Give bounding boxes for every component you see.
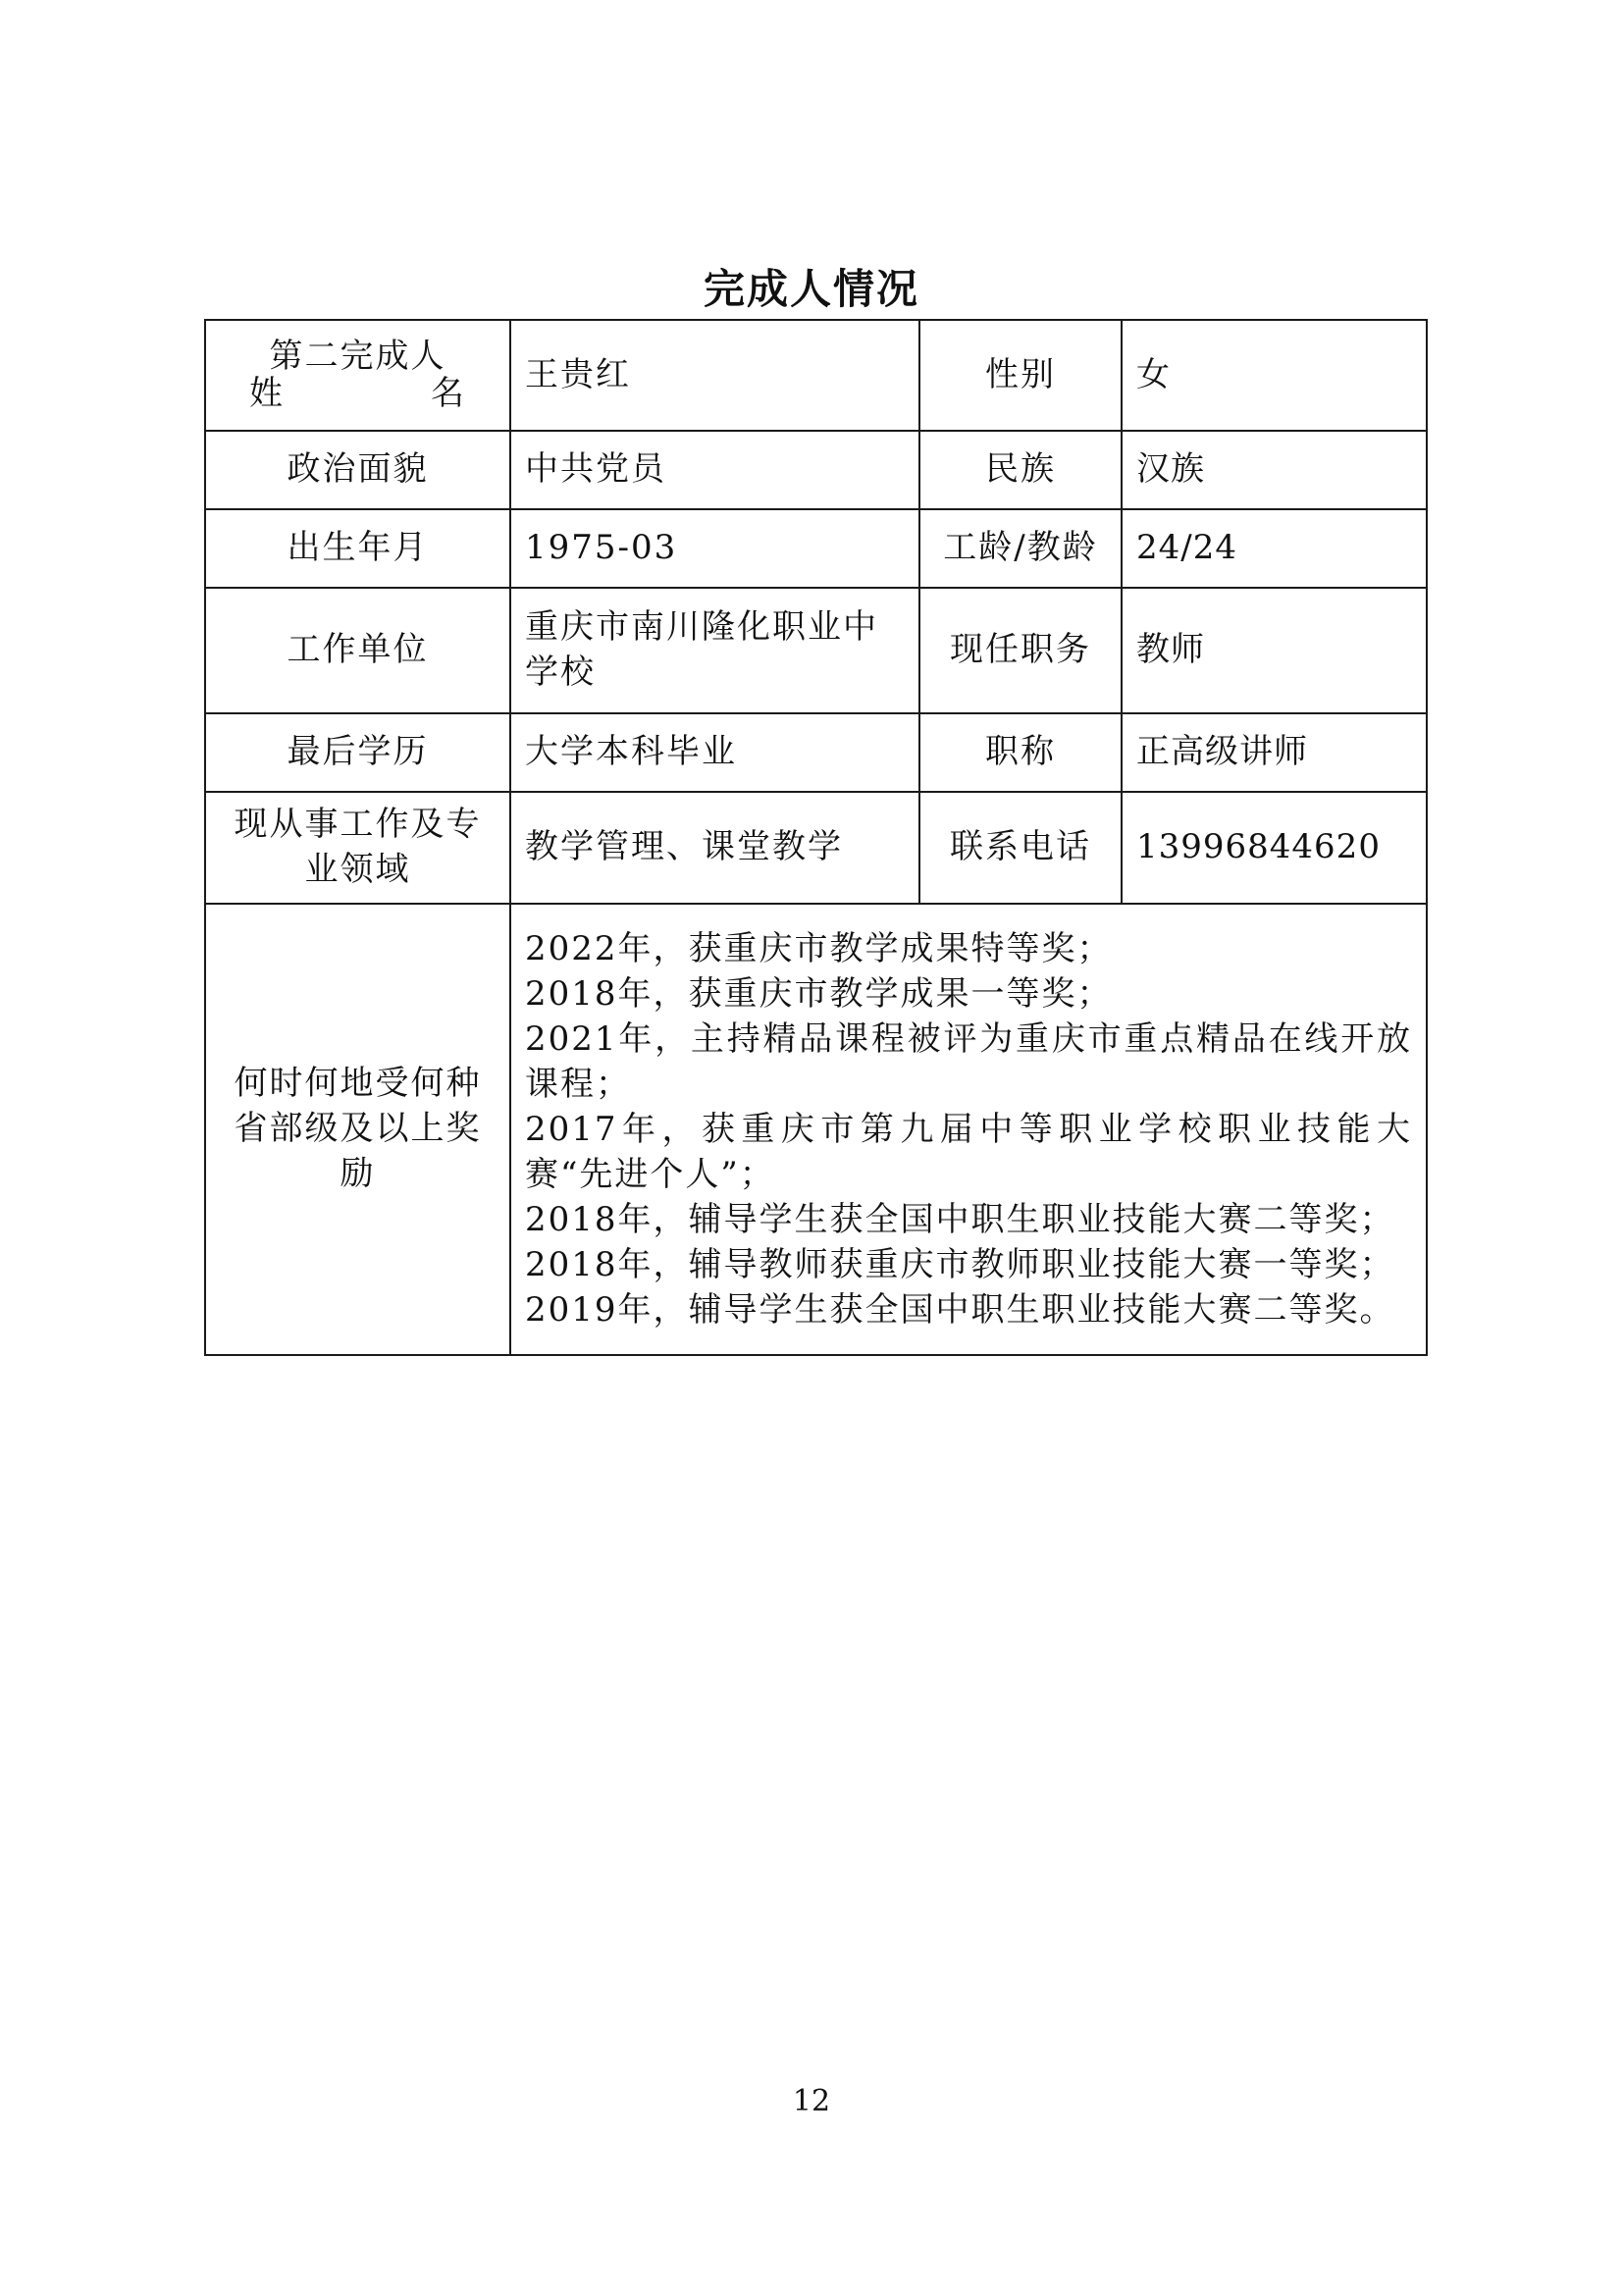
table-row-workplace <box>205 588 1427 713</box>
page-number: 12 <box>792 2084 831 2118</box>
table-row-birth <box>205 509 1427 588</box>
table-row-field <box>205 792 1427 904</box>
ethnicity-label: 民族 <box>919 431 1122 509</box>
list-item: 2022年，获重庆市教学成果特等奖； <box>525 929 1113 968</box>
info-table <box>204 319 1428 1356</box>
list-item: 2021年，主持精品课程被评为重庆市重点精品在线开放课程； <box>525 1019 1412 1104</box>
table-row-name <box>205 320 1427 431</box>
education-label: 最后学历 <box>205 713 510 792</box>
seniority-label: 工龄/教龄 <box>919 509 1122 588</box>
awards-list <box>525 926 1412 1332</box>
seniority-value: 24/24 <box>1122 509 1427 588</box>
awards-label: 何时何地受何种省部级及以上奖励 <box>205 904 510 1355</box>
list-item: 2018年，获重庆市教学成果一等奖； <box>525 974 1113 1014</box>
workplace-label: 工作单位 <box>205 588 510 713</box>
name-value: 王贵红 <box>510 320 919 431</box>
phone-value: 13996844620 <box>1122 792 1427 904</box>
field-value: 教学管理、课堂教学 <box>510 792 919 904</box>
name-label-line2: 姓名 <box>249 373 466 413</box>
title-label: 职称 <box>919 713 1122 792</box>
table-row-political <box>205 431 1427 509</box>
title-value: 正高级讲师 <box>1122 713 1427 792</box>
table-row-awards <box>205 904 1427 1355</box>
workplace-value: 重庆市南川隆化职业中学校 <box>510 588 919 713</box>
political-label: 政治面貌 <box>205 431 510 509</box>
list-item: 2019年，辅导学生获全国中职生职业技能大赛二等奖。 <box>525 1290 1395 1330</box>
name-label-line1: 第二完成人 <box>269 337 446 377</box>
phone-label: 联系电话 <box>919 792 1122 904</box>
political-value: 中共党员 <box>510 431 919 509</box>
table-row-education <box>205 713 1427 792</box>
birth-value: 1975-03 <box>510 509 919 588</box>
list-item: 2017年，获重庆市第九届中等职业学校职业技能大赛“先进个人”； <box>525 1110 1412 1194</box>
gender-label: 性别 <box>919 320 1122 431</box>
position-label: 现任职务 <box>919 588 1122 713</box>
position-value: 教师 <box>1122 588 1427 713</box>
list-item: 2018年，辅导学生获全国中职生职业技能大赛二等奖； <box>525 1200 1395 1239</box>
ethnicity-value: 汉族 <box>1122 431 1427 509</box>
awards-cell <box>510 904 1427 1355</box>
education-value: 大学本科毕业 <box>510 713 919 792</box>
page-title: 完成人情况 <box>703 265 919 313</box>
birth-label: 出生年月 <box>205 509 510 588</box>
list-item: 2018年，辅导教师获重庆市教师职业技能大赛一等奖； <box>525 1245 1395 1284</box>
gender-value: 女 <box>1122 320 1427 431</box>
field-label: 现从事工作及专业领域 <box>205 792 510 904</box>
name-label-cell <box>205 320 510 431</box>
